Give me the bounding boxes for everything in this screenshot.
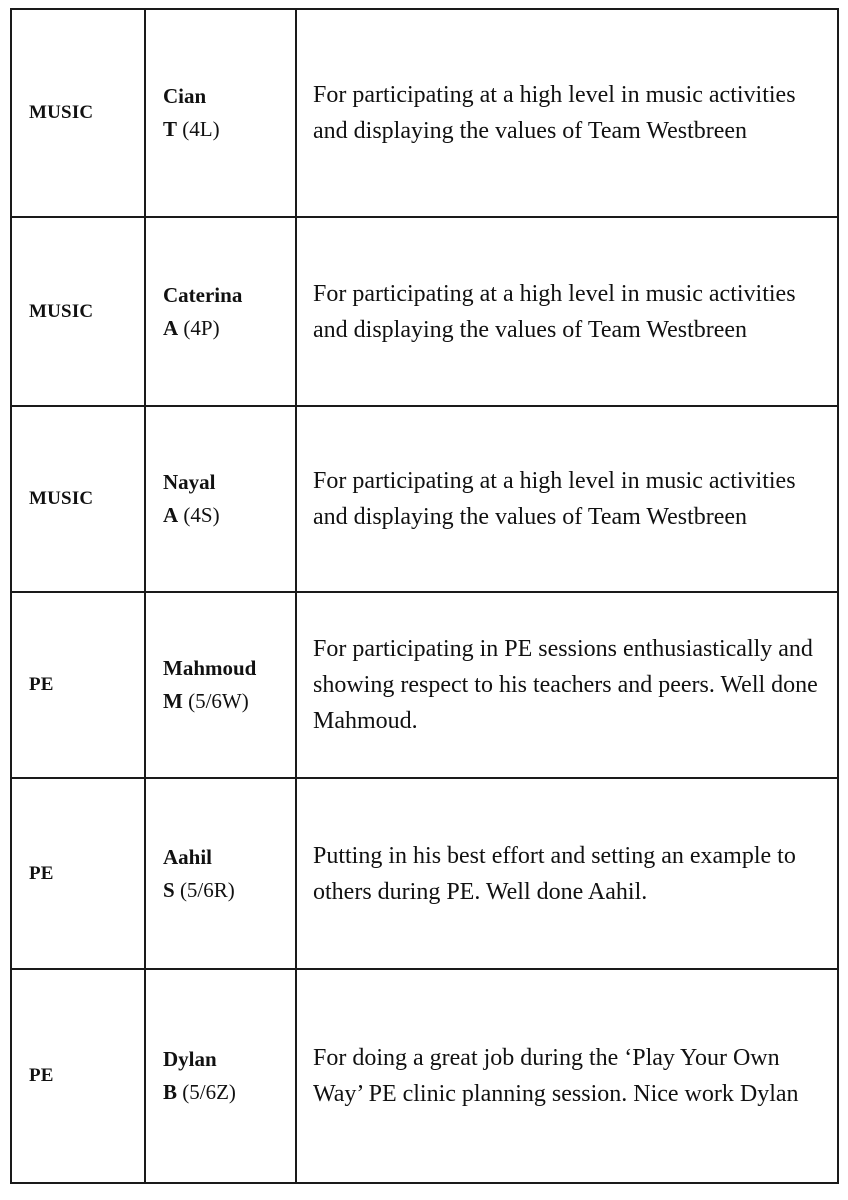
awards-table: [10, 8, 839, 1184]
reason-cell: Putting in his best effort and setting an example to others during PE. Well done Aahil.: [296, 778, 838, 969]
pupil-cell: [145, 406, 296, 592]
subject-cell: PE: [11, 592, 145, 778]
subject-cell: MUSIC: [11, 406, 145, 592]
pupil-initial: T: [163, 117, 178, 141]
pupil-cell: [145, 592, 296, 778]
pupil-initial: B: [163, 1080, 178, 1104]
pupil-initial-class: [163, 685, 295, 718]
subject-cell: MUSIC: [11, 217, 145, 406]
pupil-initial-class: [163, 1076, 295, 1109]
pupil-cell: [145, 778, 296, 969]
table-row: [11, 217, 838, 406]
reason-cell: For participating at a high level in music activities and displaying the values of Team Westbreen: [296, 9, 838, 217]
pupil-cell: [145, 217, 296, 406]
pupil-first-name: Mahmoud: [163, 656, 257, 680]
table-row: [11, 969, 838, 1183]
pupil-initial: M: [163, 689, 183, 713]
reason-cell: For participating at a high level in music activities and displaying the values of Team Westbreen: [296, 406, 838, 592]
table-row: [11, 406, 838, 592]
table-row: [11, 9, 838, 217]
pupil-class: (5/6Z): [182, 1080, 236, 1104]
table-row: [11, 778, 838, 969]
pupil-cell: [145, 9, 296, 217]
pupil-initial: A: [163, 315, 179, 340]
subject-cell: PE: [11, 778, 145, 969]
pupil-first-name: Dylan: [163, 1047, 217, 1071]
pupil-initial-class: [163, 499, 295, 532]
pupil-class: (5/6W): [188, 689, 249, 713]
pupil-initial-class: [163, 874, 295, 907]
pupil-first-name: Nayal: [163, 470, 216, 494]
pupil-initial: A: [163, 503, 179, 527]
pupil-class: (5/6R): [179, 877, 235, 902]
reason-cell: For participating in PE sessions enthusiastically and showing respect to his teachers and peers. Well done Mahmoud.: [296, 592, 838, 778]
pupil-class: (4L): [182, 117, 220, 141]
pupil-first-name: Caterina: [163, 282, 243, 307]
pupil-initial-class: [163, 312, 295, 345]
pupil-initial-class: [163, 113, 295, 146]
table-row: [11, 592, 838, 778]
pupil-class: (4P): [183, 315, 220, 340]
reason-cell: For participating at a high level in music activities and displaying the values of Team Westbreen: [296, 217, 838, 406]
reason-cell: For doing a great job during the ‘Play Your Own Way’ PE clinic planning session. Nice work Dylan: [296, 969, 838, 1183]
pupil-class: (4S): [183, 503, 220, 527]
pupil-first-name: Cian: [163, 84, 207, 108]
pupil-initial: S: [163, 877, 175, 902]
subject-cell: PE: [11, 969, 145, 1183]
subject-cell: MUSIC: [11, 9, 145, 217]
pupil-first-name: Aahil: [163, 844, 213, 869]
pupil-cell: [145, 969, 296, 1183]
